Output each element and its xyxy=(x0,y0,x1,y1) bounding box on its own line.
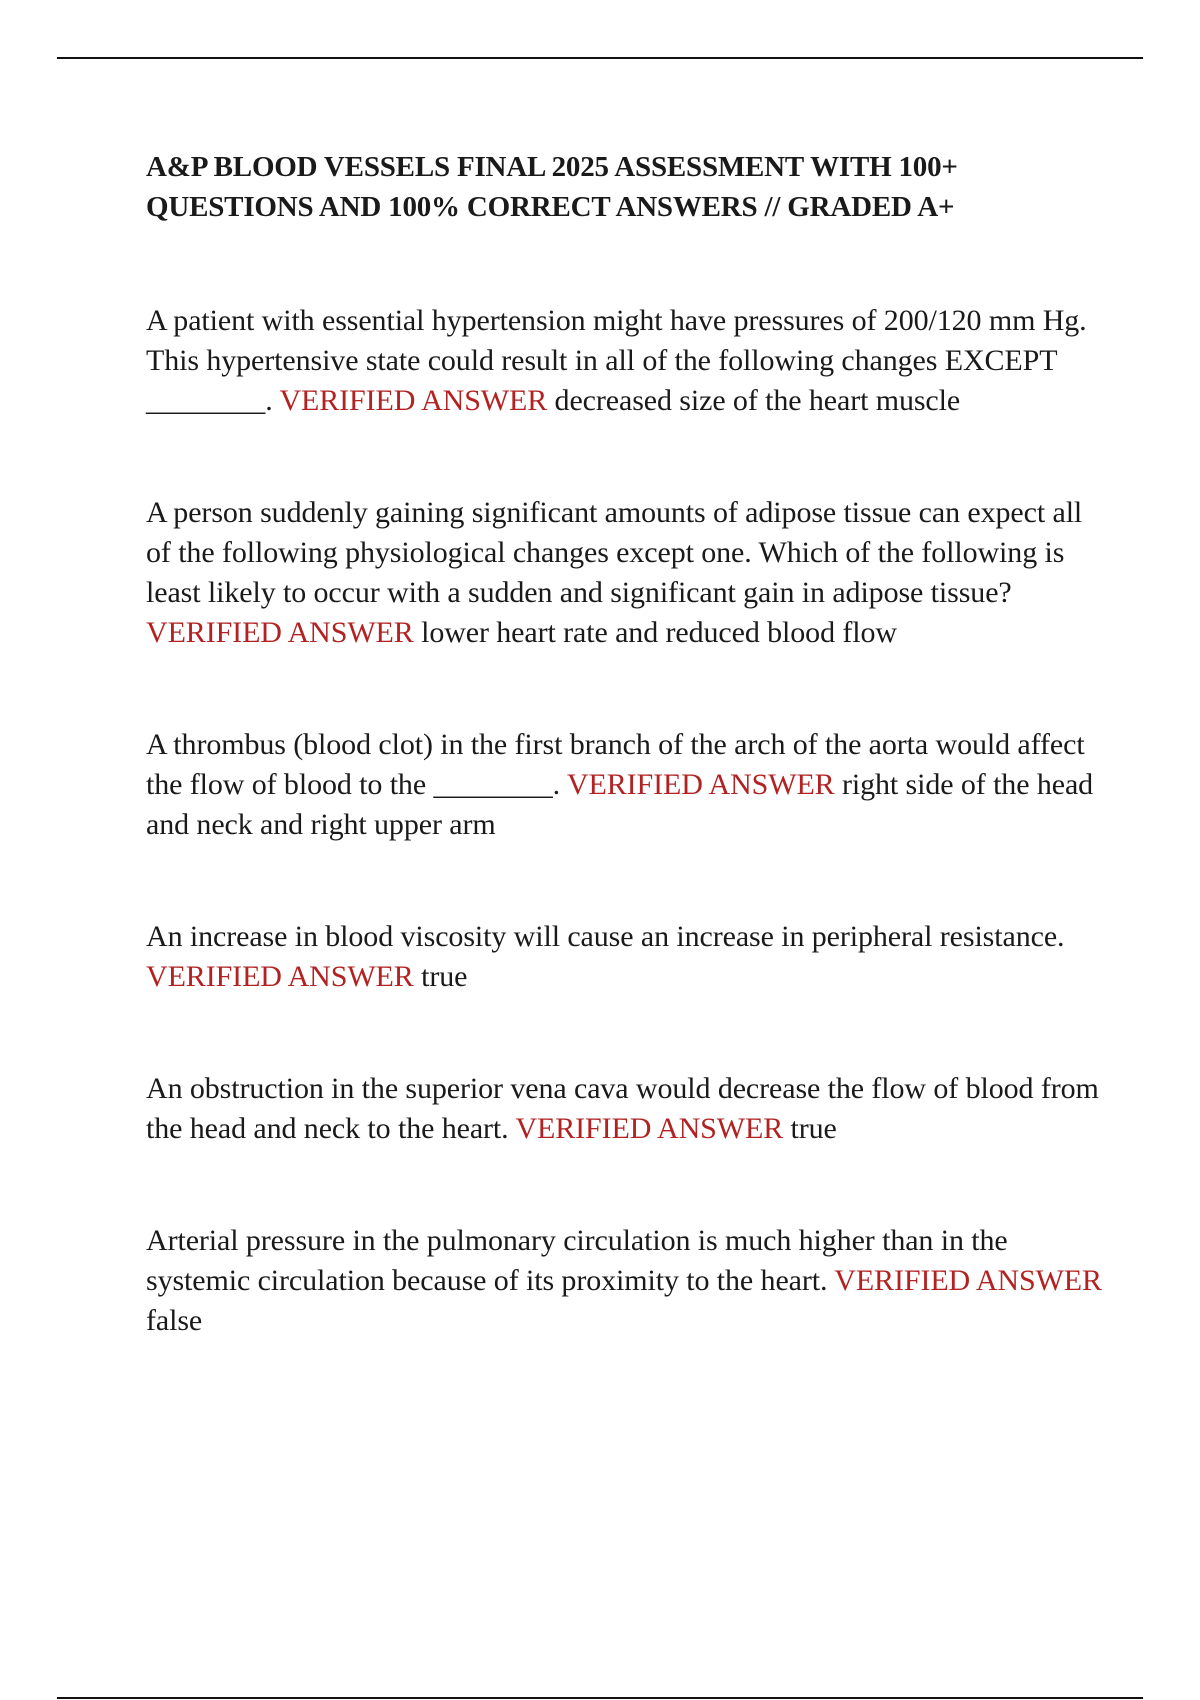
answer-text: right side of the head and neck and right upper arm xyxy=(146,768,1094,841)
top-rule xyxy=(57,57,1143,59)
verified-answer-label: VERIFIED ANSWER xyxy=(834,1264,1102,1297)
verified-answer-label: VERIFIED ANSWER xyxy=(566,768,835,801)
document-title: A&P BLOOD VESSELS FINAL 2025 ASSESSMENT WITH 100+ QUESTIONS AND 100% CORRECT ANSWERS // GRADED A+ xyxy=(146,151,958,223)
answer-text: false xyxy=(146,1304,203,1337)
qa-item-4 xyxy=(146,917,1106,997)
question-text: A person suddenly gaining significant amounts of adipose tissue can expect all of the following physiological changes except one. Which of the following is least likely to occur with a sudden and significant gain in adipose tissue? xyxy=(146,496,1083,609)
question-text: A thrombus (blood clot) in the first branch of the arch of the aorta would affect the flow of blood to the ________. xyxy=(146,728,1085,801)
verified-answer-label: VERIFIED ANSWER xyxy=(279,384,548,417)
qa-item-1 xyxy=(146,301,1106,421)
answer-text: lower heart rate and reduced blood flow xyxy=(421,616,897,649)
answer-text: true xyxy=(790,1112,837,1145)
question-text: An obstruction in the superior vena cava would decrease the flow of blood from the head and neck to the heart. xyxy=(146,1072,1099,1145)
verified-answer-label: VERIFIED ANSWER xyxy=(515,1112,784,1145)
question-text: An increase in blood viscosity will cause an increase in peripheral resistance. xyxy=(146,920,1065,953)
answer-text: true xyxy=(421,960,468,993)
qa-item-5 xyxy=(146,1069,1106,1149)
qa-item-6 xyxy=(146,1221,1106,1341)
verified-answer-label: VERIFIED ANSWER xyxy=(146,960,414,993)
document-body xyxy=(146,147,1106,1341)
qa-item-2 xyxy=(146,493,1106,653)
question-text: A patient with essential hypertension might have pressures of 200/120 mm Hg. This hypertensive state could result in all of the following changes EXCEPT ________. xyxy=(146,304,1087,417)
verified-answer-label: VERIFIED ANSWER xyxy=(146,616,414,649)
question-text: Arterial pressure in the pulmonary circulation is much higher than in the systemic circulation because of its proximity to the heart. xyxy=(146,1224,1008,1297)
answer-text: decreased size of the heart muscle xyxy=(554,384,961,417)
qa-item-3 xyxy=(146,725,1106,845)
bottom-rule xyxy=(57,1697,1143,1699)
